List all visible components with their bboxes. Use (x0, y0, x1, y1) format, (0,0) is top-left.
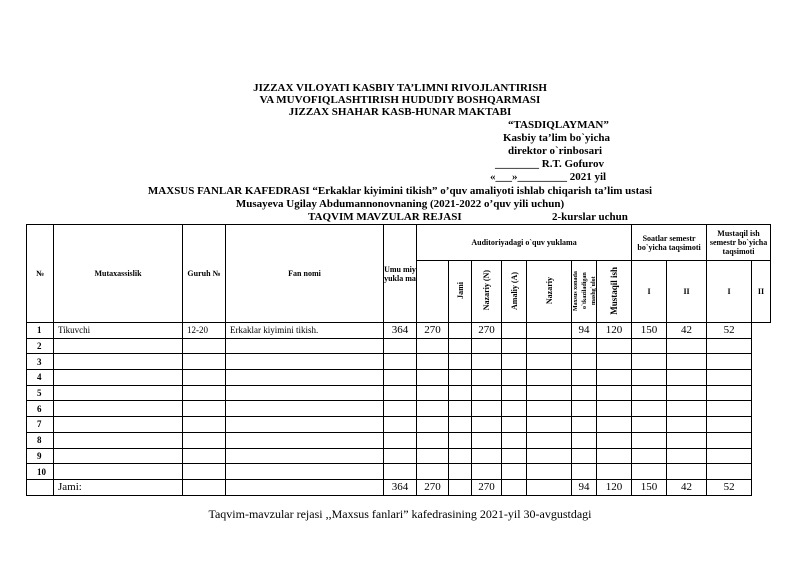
cell-group (183, 448, 226, 464)
cell-total-load (384, 448, 417, 464)
cell-specialty (54, 401, 183, 417)
approval-line-1: Kasbiy ta’lim bo`yicha (503, 132, 610, 144)
header-theory: Nazariy (527, 261, 572, 323)
cell-subject (226, 464, 384, 480)
table-row (27, 417, 771, 433)
cell-i1 (667, 385, 707, 401)
header-indep-semester: Mustaqil ish semestr bo`yicha taqsimoti (707, 225, 771, 261)
document-title-line-1: MAXSUS FANLAR KAFEDRASI “Erkaklar kiyimini tikish” o’quv amaliyoti ishlab chiqarish ta’lim ustasi (147, 185, 653, 197)
cell-theory-n (449, 323, 472, 339)
cell-s2 (632, 354, 667, 370)
cell-subject (226, 432, 384, 448)
cell-s2 (632, 338, 667, 354)
header-indep-sem-1: I (707, 261, 752, 323)
plan-table (26, 224, 771, 496)
cell-practice-a (472, 417, 502, 433)
table-row (27, 354, 771, 370)
cell-i1: 42 (667, 323, 707, 339)
cell-no: 2 (27, 338, 54, 354)
cell-theory (502, 354, 527, 370)
cell-s1 (597, 338, 632, 354)
cell-specialty: Tikuvchi (54, 323, 183, 339)
cell-total-load (384, 464, 417, 480)
header-group: Guruh № (183, 225, 226, 323)
cell-subject (226, 354, 384, 370)
cell-independent (572, 464, 597, 480)
header-sem-2: II (667, 261, 707, 323)
cell-total (417, 464, 449, 480)
cell-i2 (707, 385, 752, 401)
document-title-line-3: TAQVIM MAVZULAR REJASI (308, 211, 462, 223)
cell-s2 (632, 448, 667, 464)
header-indep-sem-2: II (752, 261, 771, 323)
cell-group (183, 370, 226, 386)
cell-practice-a (472, 385, 502, 401)
cell-total-load (384, 338, 417, 354)
totals-indep-2: 52 (707, 479, 752, 495)
cell-i2 (707, 448, 752, 464)
cell-theory-n (449, 338, 472, 354)
header-independent: Mustaqil ish (597, 261, 632, 323)
cell-subject (226, 370, 384, 386)
cell-independent: 94 (572, 323, 597, 339)
totals-practice: 270 (472, 479, 502, 495)
cell-s1 (597, 464, 632, 480)
cell-theory (502, 448, 527, 464)
cell-theory (502, 401, 527, 417)
table-row (27, 323, 771, 339)
cell-independent (572, 370, 597, 386)
cell-total-load (384, 354, 417, 370)
cell-specialty (54, 417, 183, 433)
totals-total-load: 364 (384, 479, 417, 495)
cell-theory-n (449, 354, 472, 370)
cell-practice-a (472, 401, 502, 417)
cell-theory-n (449, 464, 472, 480)
table-row (27, 338, 771, 354)
cell-independent (572, 417, 597, 433)
cell-total-load: 364 (384, 323, 417, 339)
cell-s2: 150 (632, 323, 667, 339)
cell-i2 (707, 432, 752, 448)
cell-practice-a (472, 354, 502, 370)
totals-row (27, 479, 771, 495)
header-no: № (27, 225, 54, 323)
header-theory-n: Nazariy (N) (472, 261, 502, 323)
cell-s2 (632, 464, 667, 480)
cell-s1 (597, 401, 632, 417)
cell-total-load (384, 401, 417, 417)
cell-group (183, 464, 226, 480)
cell-no: 8 (27, 432, 54, 448)
cell-specialty (54, 354, 183, 370)
cell-independent (572, 354, 597, 370)
cell-s1 (597, 385, 632, 401)
cell-s1: 120 (597, 323, 632, 339)
header-practice-a: Amaliy (A) (502, 261, 527, 323)
cell-group (183, 354, 226, 370)
header-subject: Fan nomi (226, 225, 384, 323)
cell-theory (502, 385, 527, 401)
cell-subject (226, 401, 384, 417)
cell-special-room (527, 432, 572, 448)
cell-no: 7 (27, 417, 54, 433)
cell-theory-n (449, 401, 472, 417)
header-line-3: JIZZAX SHAHAR KASB-HUNAR MAKTABI (288, 106, 512, 118)
table-row (27, 401, 771, 417)
cell-s2 (632, 385, 667, 401)
cell-subject (226, 417, 384, 433)
cell-i2 (707, 464, 752, 480)
cell-special-room (527, 370, 572, 386)
cell-s1 (597, 370, 632, 386)
totals-label: Jami: (54, 479, 183, 495)
cell-s2 (632, 432, 667, 448)
cell-s1 (597, 417, 632, 433)
approval-date: «___»_________ 2021 yil (490, 171, 607, 183)
cell-specialty (54, 385, 183, 401)
cell-specialty (54, 448, 183, 464)
cell-special-room (527, 417, 572, 433)
cell-i1 (667, 417, 707, 433)
cell-independent (572, 432, 597, 448)
cell-no: 3 (27, 354, 54, 370)
table-row (27, 464, 771, 480)
cell-no: 10 (27, 464, 54, 480)
cell-specialty (54, 432, 183, 448)
header-hours-semester: Soatlar semestr bo`yicha taqsimoti (632, 225, 707, 261)
cell-no: 1 (27, 323, 54, 339)
cell-total (417, 448, 449, 464)
cell-total (417, 338, 449, 354)
header-classroom: Auditoriyadagi o`quv yuklama (417, 225, 632, 261)
cell-theory-n (449, 448, 472, 464)
cell-i1 (667, 464, 707, 480)
cell-subject (226, 338, 384, 354)
header-line-2: VA MUVOFIQLASHTIRISH HUDUDIY BOSHQARMASI (259, 94, 541, 106)
approval-line-2: direktor o`rinbosari (508, 145, 603, 157)
header-special-room: Maxsus xonada o`tkaziladigan mashg`ulot (572, 261, 597, 323)
cell-group (183, 432, 226, 448)
header-sem-1: I (632, 261, 667, 323)
cell-i2 (707, 401, 752, 417)
cell-i1 (667, 401, 707, 417)
table-row (27, 370, 771, 386)
cell-total-load (384, 385, 417, 401)
totals-independent: 94 (572, 479, 597, 495)
cell-total-load (384, 417, 417, 433)
cell-special-room (527, 323, 572, 339)
cell-no: 6 (27, 401, 54, 417)
header-specialty: Mutaxassislik (54, 225, 183, 323)
cell-i1 (667, 338, 707, 354)
cell-independent (572, 448, 597, 464)
cell-total (417, 354, 449, 370)
cell-subject: Erkaklar kiyimini tikish. (226, 323, 384, 339)
totals-sem-1: 120 (597, 479, 632, 495)
cell-special-room (527, 385, 572, 401)
header-line-1: JIZZAX VILOYATI KASBIY TA’LIMNI RIVOJLANTIRISH (253, 82, 547, 94)
cell-i2: 52 (707, 323, 752, 339)
cell-s1 (597, 448, 632, 464)
cell-theory (502, 417, 527, 433)
header-total: Jami (449, 261, 472, 323)
cell-theory (502, 323, 527, 339)
cell-s1 (597, 432, 632, 448)
table-row (27, 448, 771, 464)
cell-practice-a (472, 432, 502, 448)
cell-total (417, 417, 449, 433)
cell-total (417, 385, 449, 401)
cell-group: 12-20 (183, 323, 226, 339)
cell-s2 (632, 417, 667, 433)
cell-no: 5 (27, 385, 54, 401)
document-title-line-2: Musayeva Ugilay Abdumannonovnaning (2021-2022 o’quv yili uchun) (235, 198, 565, 210)
cell-specialty (54, 338, 183, 354)
cell-special-room (527, 401, 572, 417)
cell-practice-a (472, 448, 502, 464)
cell-theory-n (449, 370, 472, 386)
cell-subject (226, 385, 384, 401)
cell-s2 (632, 401, 667, 417)
approval-signature: ________ R.T. Gofurov (495, 158, 604, 170)
cell-s2 (632, 370, 667, 386)
totals-total: 270 (417, 479, 449, 495)
cell-practice-a: 270 (472, 323, 502, 339)
cell-special-room (527, 448, 572, 464)
cell-special-room (527, 464, 572, 480)
cell-total (417, 432, 449, 448)
header-total-load: Umu miy yukla ma (384, 225, 417, 323)
footer-note: Taqvim-mavzular rejasi ,,Maxsus fanlari” kafedrasining 2021-yil 30-avgustdagi (208, 507, 592, 521)
cell-i2 (707, 370, 752, 386)
cell-group (183, 385, 226, 401)
cell-theory (502, 338, 527, 354)
cell-theory (502, 370, 527, 386)
cell-s1 (597, 354, 632, 370)
cell-total: 270 (417, 323, 449, 339)
table-row (27, 432, 771, 448)
cell-i1 (667, 354, 707, 370)
cell-special-room (527, 354, 572, 370)
cell-total-load (384, 432, 417, 448)
cell-group (183, 338, 226, 354)
cell-practice-a (472, 370, 502, 386)
cell-i1 (667, 448, 707, 464)
cell-independent (572, 338, 597, 354)
cell-subject (226, 448, 384, 464)
cell-total (417, 401, 449, 417)
cell-group (183, 401, 226, 417)
cell-independent (572, 385, 597, 401)
cell-practice-a (472, 338, 502, 354)
cell-theory (502, 432, 527, 448)
cell-theory-n (449, 417, 472, 433)
cell-theory (502, 464, 527, 480)
cell-practice-a (472, 464, 502, 480)
cell-independent (572, 401, 597, 417)
cell-i2 (707, 417, 752, 433)
cell-no: 9 (27, 448, 54, 464)
cell-total-load (384, 370, 417, 386)
table-row (27, 385, 771, 401)
cell-theory-n (449, 432, 472, 448)
totals-sem-2: 150 (632, 479, 667, 495)
cell-group (183, 417, 226, 433)
cell-no: 4 (27, 370, 54, 386)
cell-i1 (667, 432, 707, 448)
approval-title: “TASDIQLAYMAN” (508, 119, 609, 131)
cell-specialty (54, 464, 183, 480)
totals-indep-1: 42 (667, 479, 707, 495)
cell-i2 (707, 338, 752, 354)
course-label: 2-kurslar uchun (552, 211, 628, 223)
cell-specialty (54, 370, 183, 386)
cell-special-room (527, 338, 572, 354)
cell-i2 (707, 354, 752, 370)
cell-total (417, 370, 449, 386)
cell-theory-n (449, 385, 472, 401)
cell-i1 (667, 370, 707, 386)
